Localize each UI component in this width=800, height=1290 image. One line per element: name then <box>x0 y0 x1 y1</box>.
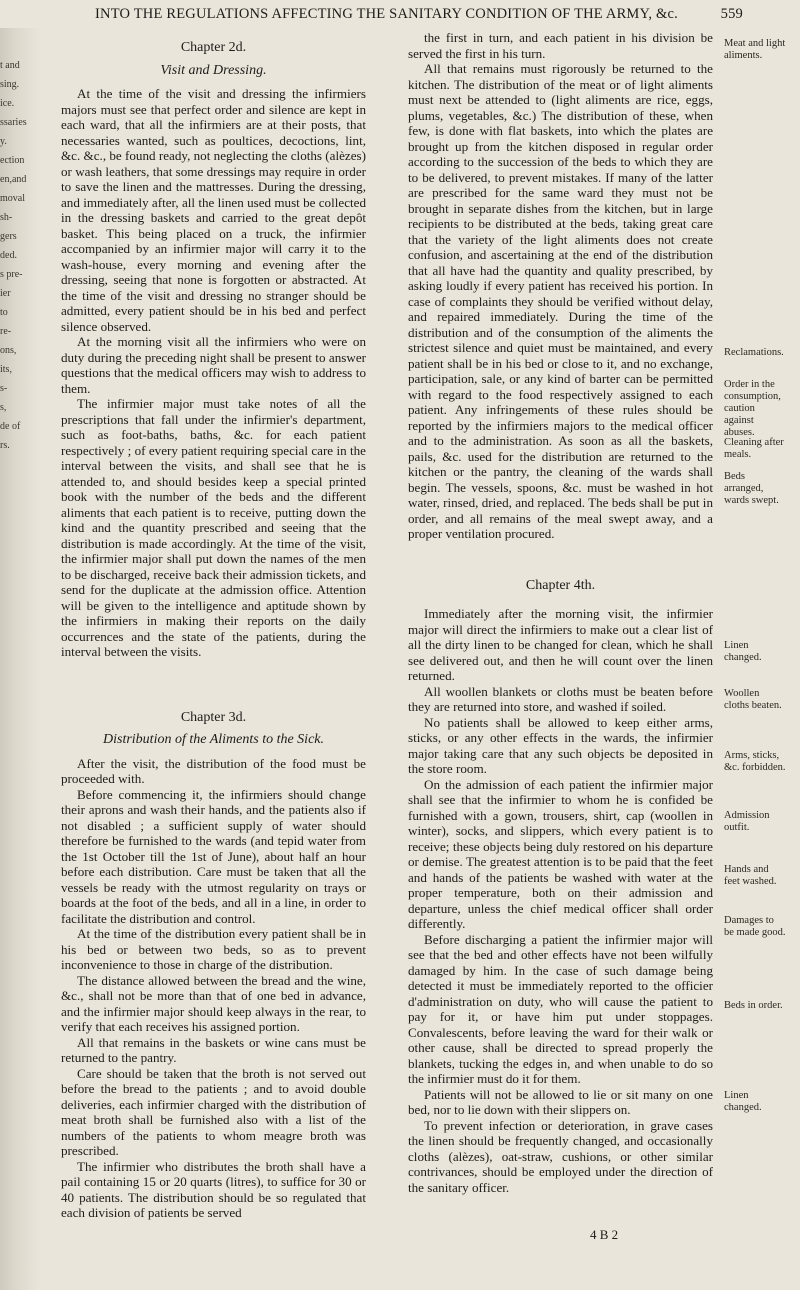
chapter-2-paragraph: The infirmier major must take notes of all the prescriptions that fall under the infirmier's department, such as foot-baths, baths, &c. for each patient respectively ; of every patient requiring special care in the interval between the visits, and shall see that he is attended to, and should besides keep a special printed book with the number of the beds and the different aliments that each patient is to receive, putting down the kind and the quantity prescribed and seeing that the distribution is made accordingly. At the time of the visit, the infirmier major shall put down the names of the men to be discharged, receive back their admission tickets, and send for the duplicate at the admission office. Attention will be given to the intelligence and aptitude shown by the infirmiers in making their reports on the daily occurrences and the state of the patients, during the interval between the visits. <box>61 396 366 659</box>
margin-note: Hands and feet washed. <box>724 864 777 887</box>
margin-fragment: moval <box>0 193 25 204</box>
margin-fragment: sing. <box>0 79 20 90</box>
chapter-3-subtitle: Distribution of the Aliments to the Sick. <box>103 732 324 747</box>
chapter-3-paragraph: All that remains in the baskets or wine cans must be returned to the pantry. <box>61 1034 366 1065</box>
chapter-3-title: Chapter 3d. <box>180 709 247 725</box>
left-column <box>61 30 366 1221</box>
chapter-2-title: Chapter 2d. <box>180 40 247 55</box>
chapter-4-paragraph: No patients shall be allowed to keep either arms, sticks, or any other effects in the wards, the infirmier major taking care that any such objects be deposited in the store room. <box>408 714 713 776</box>
chapter-4-paragraph: Before discharging a patient the infirmier major will see that the bed and other effects have not been wilfully damaged by him. In the case of such damage being detected it must be immediately reported to the officier d'administration on duty, who will cause the patient to pay for it, or have him put under stoppages. Convalescents, before leaving the ward for their walk or other cause, shall be directed to spread properly the blankets, tucking the edges in, and when unable to do so the infirmier must do it for them. <box>408 931 713 1086</box>
margin-fragment: ection <box>0 155 25 166</box>
margin-fragment: rs. <box>0 440 10 451</box>
previous-page-margin-fragments <box>0 60 36 459</box>
margin-fragment: s pre- <box>0 269 23 280</box>
chapter-4-paragraph: Patients will not be allowed to lie or sit many on one bed, nor to lie down with their slippers on. <box>408 1086 713 1117</box>
chapter-2-paragraph: At the time of the visit and dressing the infirmiers majors must see that perfect order and silence are kept in each ward, that all the infirmiers are at their posts, that necessaries wanted, such as poultices, decoctions, lint, &c. &c., be found ready, not neglecting the cloths (alèzes) or wash leathers, that some dressings may require in order to save the linen and the mattresses. During the dressing, and immediately after, all the linen used must be collected in the dressing baskets and carried to the great depôt basket. This being placed on a truck, the infirmier accompanied by an infirmier major will carry it to the wash-house, every morning and evening after the dressing, seeing that none is forgotten or abstracted. At the time of the visit and dressing no stranger should be admitted, every patient should be in his bed and perfect silence observed. <box>61 86 366 334</box>
running-header <box>0 2 800 30</box>
margin-note: Beds in order. <box>724 1000 783 1011</box>
chapter-3-paragraph: At the time of the distribution every patient shall be in his bed or between two beds, so as to prevent inconvenience to those in charge of the distribution. <box>61 926 366 972</box>
chapter-4-paragraph: To prevent infection or deterioration, in grave cases the linen should be frequently changed, and occasionally cloths (alèzes), oat-straw, cushions, or other similar contrivances, should be employed under the direction of the sanitary officer. <box>408 1117 713 1195</box>
margin-note: Linen changed. <box>724 640 762 663</box>
margin-note: Reclamations. <box>724 347 784 358</box>
margin-fragment: de of <box>0 421 21 432</box>
margin-note: Woollen cloths beaten. <box>724 688 782 711</box>
chapter-2-paragraph: At the morning visit all the infirmiers who were on duty during the preceding night shall be present to answer questions that the medical officers may wish to address to them. <box>61 334 366 396</box>
margin-fragment: ier <box>0 288 11 299</box>
margin-fragment: sh- <box>0 212 13 223</box>
margin-note: Meat and light aliments. <box>724 38 786 61</box>
chapter-4-paragraph: On the admission of each patient the infirmier major shall see that the infirmier to whom he is confided be furnished with a gown, trousers, shirt, cap (woollen in winter), socks, and slippers, which every patient is to receive; these objects being duly restored on his departure or demise. The greatest attention is to be paid that the feet and hands of the patients be washed with water at the proper temperature, both on their admission and departure, unless the chief medical officer shall order differently. <box>408 776 713 931</box>
margin-fragment: en,and <box>0 174 27 185</box>
running-title: INTO THE REGULATIONS AFFECTING THE SANITARY CONDITION OF THE ARMY, &c. <box>95 6 678 22</box>
chapter-4-paragraph: Immediately after the morning visit, the infirmier major will direct the infirmiers to make out a clear list of all the dirty linen to be changed for clean, which he shall see delivered out, and then he will count over the linen returned. <box>408 606 713 683</box>
margin-fragment: to <box>0 307 8 318</box>
chapter-4-title: Chapter 4th. <box>525 577 596 593</box>
chapter-3-paragraph: After the visit, the distribution of the food must be proceeded with. <box>61 755 366 786</box>
margin-note: Arms, sticks, &c. forbidden. <box>724 750 786 773</box>
margin-fragment: s- <box>0 383 8 394</box>
margin-fragment: ssaries <box>0 117 27 128</box>
margin-fragment: re- <box>0 326 12 337</box>
chapter-3-cont-paragraph: the first in turn, and each patient in his division be served the first in his turn. <box>408 30 713 61</box>
margin-fragment: ice. <box>0 98 15 109</box>
chapter-4-body <box>408 606 713 1195</box>
page-number: 559 <box>720 6 743 22</box>
margin-fragment: its, <box>0 364 12 375</box>
margin-fragment: gers <box>0 231 17 242</box>
margin-note: Cleaning after meals. <box>724 437 784 460</box>
chapter-3-cont-paragraph: All that remains must rigorously be returned to the kitchen. The distribution of the meat or of light aliments must next be attended to (light aliments are rice, eggs, plums, vegetables, &c.) The distribution of these, when few, is done with flat baskets, into which the plates are brought up from the kitchen disposed in regular order according to the succession of the beds to which they are to be delivered, to prevent mistakes. If many of the latter are prescribed for the same ward they must not be brought in separate dishes from the kitchen, but in large recipients to be distributed at the beds, taking great care that the variety of the light aliments does not create confusion, and ascertaining at the end of the distribution that all have had the quantity and quality prescribed, by asking loudly if every patient has received his portion. In case of complaints they should be verified without delay, and repaired immediately. During the time of the distribution and of the consumption of the aliments the strictest silence and quiet must be maintained, and every patient shall be in his bed or close to it, and no exchange, participation, sale, or any kind of barter can be permitted with regard to the food respectively assigned to each patient. Any infringements of these rules should be reported by the infirmiers majors to the medical officer and to the administration. As soon as all the baskets, pails, &c. used for the distribution are returned to the kitchen or the pantry, the cleaning of the wards shall begin. The vessels, spoons, &c. must be washed in hot water, rinsed, dried, and replaced. The beds shall be put in order, and all remains of the meal swept away, and a proper ventilation procured. <box>408 61 713 541</box>
chapter-3-paragraph: Care should be taken that the broth is not served out before the bread to the patients ; and to avoid double deliveries, each infirmier charged with the distribution of meat broth shall be furnished also with a list of the numbers of the patients to whom meagre broth was prescribed. <box>61 1065 366 1158</box>
chapter-3-paragraph: The distance allowed between the bread and the wine, &c., shall not be more than that of one bed in advance, and the infirmier major should keep always in the rear, to verify that each receives his assigned portion. <box>61 972 366 1034</box>
margin-note: Order in the consumption, caution against abuses. <box>724 379 781 438</box>
margin-note: Linen changed. <box>724 1090 762 1113</box>
chapter-2-subtitle: Visit and Dressing. <box>160 62 267 78</box>
margin-note: Beds arranged, wards swept. <box>724 471 779 506</box>
margin-fragment: ons, <box>0 345 17 356</box>
chapter-3-continued-body <box>408 30 713 542</box>
chapter-2-body <box>61 86 366 660</box>
chapter-3-paragraph: The infirmier who distributes the broth shall have a pail containing 15 or 20 quarts (litres), to suffice for 30 or 40 patients. The distribution should be so regulated that each division of patients be served <box>61 1158 366 1220</box>
margin-fragment: s, <box>0 402 7 413</box>
margin-fragment: t and <box>0 60 20 71</box>
margin-fragment: ded. <box>0 250 17 261</box>
margin-note: Damages to be made good. <box>724 915 786 938</box>
margin-fragment: y. <box>0 136 7 147</box>
chapter-4-paragraph: All woollen blankets or cloths must be beaten before they are returned into store, and washed if soiled. <box>408 683 713 714</box>
right-column <box>408 30 713 1195</box>
margin-note: Admission outfit. <box>724 810 770 833</box>
signature-mark: 4 B 2 <box>590 1227 619 1242</box>
chapter-3-paragraph: Before commencing it, the infirmiers should change their aprons and wash their hands, and the patients also if not disabled ; a sufficient supply of water should therefore be furnished to the wards (and tepid water from the 1st October till the 1st of June), about half an hour before each distribution. Care must be taken that all the vessels be ready with the utmost regularity on trays or boards at the foot of the beds, and all in a line, in order to facilitate the distribution and control. <box>61 786 366 926</box>
chapter-3-body <box>61 756 366 1221</box>
